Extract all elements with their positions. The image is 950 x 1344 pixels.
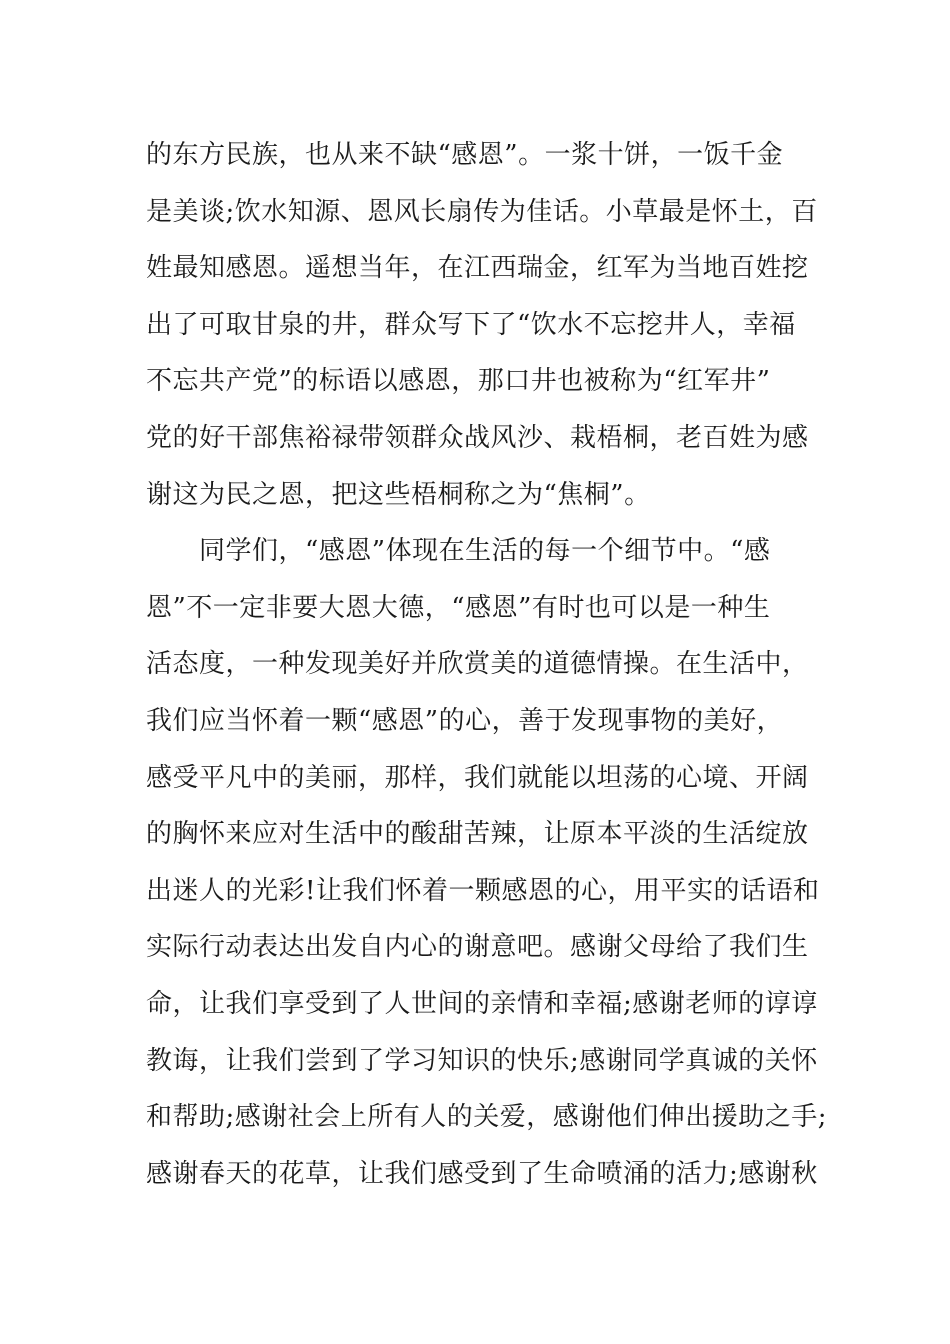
- text-line: 我们应当怀着一颗“感恩”的心，善于发现事物的美好，: [146, 705, 784, 736]
- text-line: 教诲，让我们尝到了学习知识的快乐;感谢同学真诚的关怀: [146, 1045, 818, 1076]
- text-line: 是美谈;饮水知源、恩风长扇传为佳话。小草最是怀土，百: [146, 196, 818, 227]
- text-line: 命，让我们享受到了人世间的亲情和幸福;感谢老师的谆谆: [146, 988, 818, 1019]
- body-text: [146, 127, 826, 1202]
- text-line: 感受平凡中的美丽，那样，我们就能以坦荡的心境、开阔: [146, 762, 809, 793]
- text-line: 和帮助;感谢社会上所有人的关爱，感谢他们伸出援助之手;: [146, 1102, 828, 1133]
- text-line: 感谢春天的花草，让我们感受到了生命喷涌的活力;感谢秋: [146, 1158, 818, 1189]
- text-line: 出迷人的光彩!让我们怀着一颗感恩的心，用平实的话语和: [146, 875, 820, 906]
- text-line: 同学们，“感恩”体现在生活的每一个细节中。“感: [146, 536, 771, 567]
- text-line: 的胸怀来应对生活中的酸甜苦辣，让原本平淡的生活绽放: [146, 819, 809, 850]
- text-line: 谢这为民之恩，把这些梧桐称之为“焦桐”。: [146, 479, 651, 510]
- text-line: 姓最知感恩。遥想当年，在江西瑞金，红军为当地百姓挖: [146, 253, 809, 284]
- text-line: 党的好干部焦裕禄带领群众战风沙、栽梧桐，老百姓为感: [146, 422, 809, 453]
- text-line: 活态度，一种发现美好并欣赏美的道德情操。在生活中，: [146, 649, 809, 680]
- text-line: 的东方民族，也从来不缺“感恩”。一浆十饼，一饭千金: [146, 140, 784, 170]
- text-line: 实际行动表达出发自内心的谢意吧。感谢父母给了我们生: [146, 932, 809, 963]
- text-line: 恩”不一定非要大恩大德，“感恩”有时也可以是一种生: [146, 592, 771, 623]
- text-line: 出了可取甘泉的井，群众写下了“饮水不忘挖井人，幸福: [146, 309, 796, 340]
- text-line: 不忘共产党”的标语以感恩，那口井也被称为“红军井”: [146, 366, 771, 397]
